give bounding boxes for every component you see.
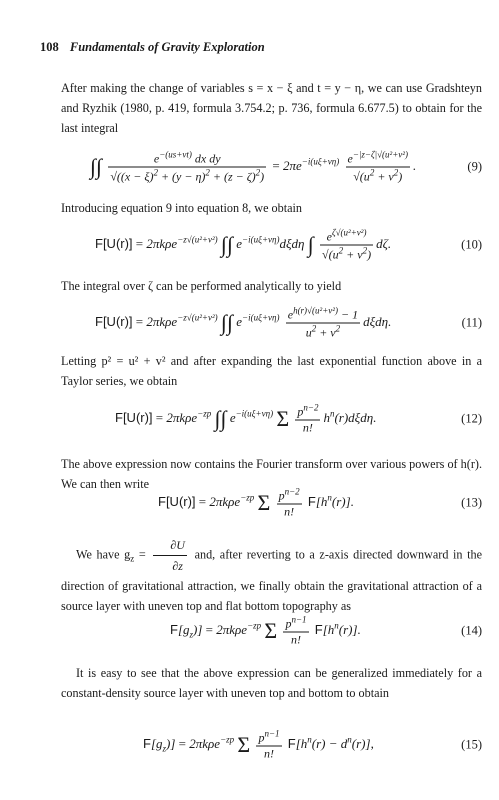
paragraph-1: After making the change of variables s = x − ξ and t = y − η, we can use Gradshteyn and Ryzhik (1980, p. 419, formula 3.754.2; p. 736, formula 6.677.5) to obtain for the last integral (61, 81, 482, 135)
equation-11 (95, 296, 482, 350)
paragraph-4: Letting p² = u² + v² and after expanding the last exponential function above in a Taylor series, we obtain (61, 354, 482, 388)
equation-10-body: F[U(r)] = 2πkρe$^{-z√(u^2+v^2)}$ ∫∫ $e^{-i(u\xi+v\eta)}d\xi d\eta$ ∫ $\frac{e^{\zeta√(u^2+v^2)}}{√(u^2 + v^2)}$ dζ. (95, 227, 392, 262)
equation-number: (12) (461, 411, 482, 426)
equation-14-body: $F[g_z)] = 2\pi k\rho e^{-zp}$ Σ $\frac{p^{n-1}}{n!}$ $F[h^n(r)]$. (170, 614, 361, 647)
paragraph-6-lead: We have g (76, 547, 131, 562)
paragraph-3: The integral over ζ can be performed analytically to yield (61, 279, 342, 293)
equation-15 (143, 718, 482, 772)
paragraph-6: We have $g_z$ = $\frac{\partial U}{\partial z}$ and, after reverting to a z-axis directed downward in the direction of gravitational attraction, we finally obtain the gravitational attraction of a source layer with uneven top and flat bottom topography as (61, 535, 482, 616)
equation-11-body: F[U(r)] = 2πkρe$^{-z√(u^2+v^2)}$ ∫∫ $e^{-i(u\xi+v\eta)}$ $\frac{e^{h(r)√(u^2+v^2)} - 1}{u^2 + v^2}$ dξdη. (95, 305, 392, 340)
equation-14 (170, 604, 482, 658)
equation-number: (15) (461, 737, 482, 752)
equation-15-body: $F[g_z)] = 2\pi k\rho e^{-zp}$ Σ $\frac{p^{n-1}}{n!}$ $F[h^n(r) - d^n(r)]$, (143, 728, 374, 761)
running-header (40, 40, 265, 55)
page-number: 108 (40, 40, 59, 54)
running-title: Fundamentals of Gravity Exploration (69, 40, 265, 54)
equation-number: (10) (461, 237, 482, 252)
paragraph-2: Introducing equation 9 into equation 8, we obtain (61, 201, 302, 215)
equation-number: (14) (461, 623, 482, 638)
paragraph-6-rest: and, after reverting to a z-axis directed downward in the direction of gravitational attraction, we finally obtain the gravitational attraction of a source layer with uneven top and flat bottom topography as (61, 547, 483, 613)
equation-12-body: F[U(r)] = 2πkρe$^{-zp}$ ∫∫ $e^{-i(u\xi+v\eta)}$ Σ $\frac{p^{n-2}}{n!}$ $h^n(r)d\xi d\eta$. (115, 402, 377, 435)
equation-12 (115, 392, 482, 446)
equation-9-body: ∫∫ $\frac{e^{-(us+vt)} dx dy}{√((x - \xi)^2 + (y - \eta)^2 + (z - \zeta)^2)}$ = $2\pi e^{-i(u\xi+v\eta)}$ $\frac{e^{-|z-\zeta|√(u^2+v^2)}}{√(u^2 + v^2)}$ . (90, 149, 417, 184)
equation-10 (95, 218, 482, 272)
equation-number: (13) (461, 495, 482, 510)
equation-number: (9) (467, 159, 482, 174)
equation-13-body: F[U(r)] = 2πkρe$^{-zp}$ Σ $\frac{p^{n-2}}{n!}$ $F[h^n(r)]$. (158, 486, 354, 519)
equation-9 (90, 140, 482, 194)
paragraph-7: It is easy to see that the above expression can be generalized immediately for a constant-density source layer with uneven top and bottom to obtain (61, 666, 482, 700)
equation-number: (11) (461, 315, 482, 330)
equation-13 (158, 476, 482, 530)
paragraph-5: The above expression now contains the Fourier transform over various powers of h(r). We can then write (61, 457, 482, 491)
